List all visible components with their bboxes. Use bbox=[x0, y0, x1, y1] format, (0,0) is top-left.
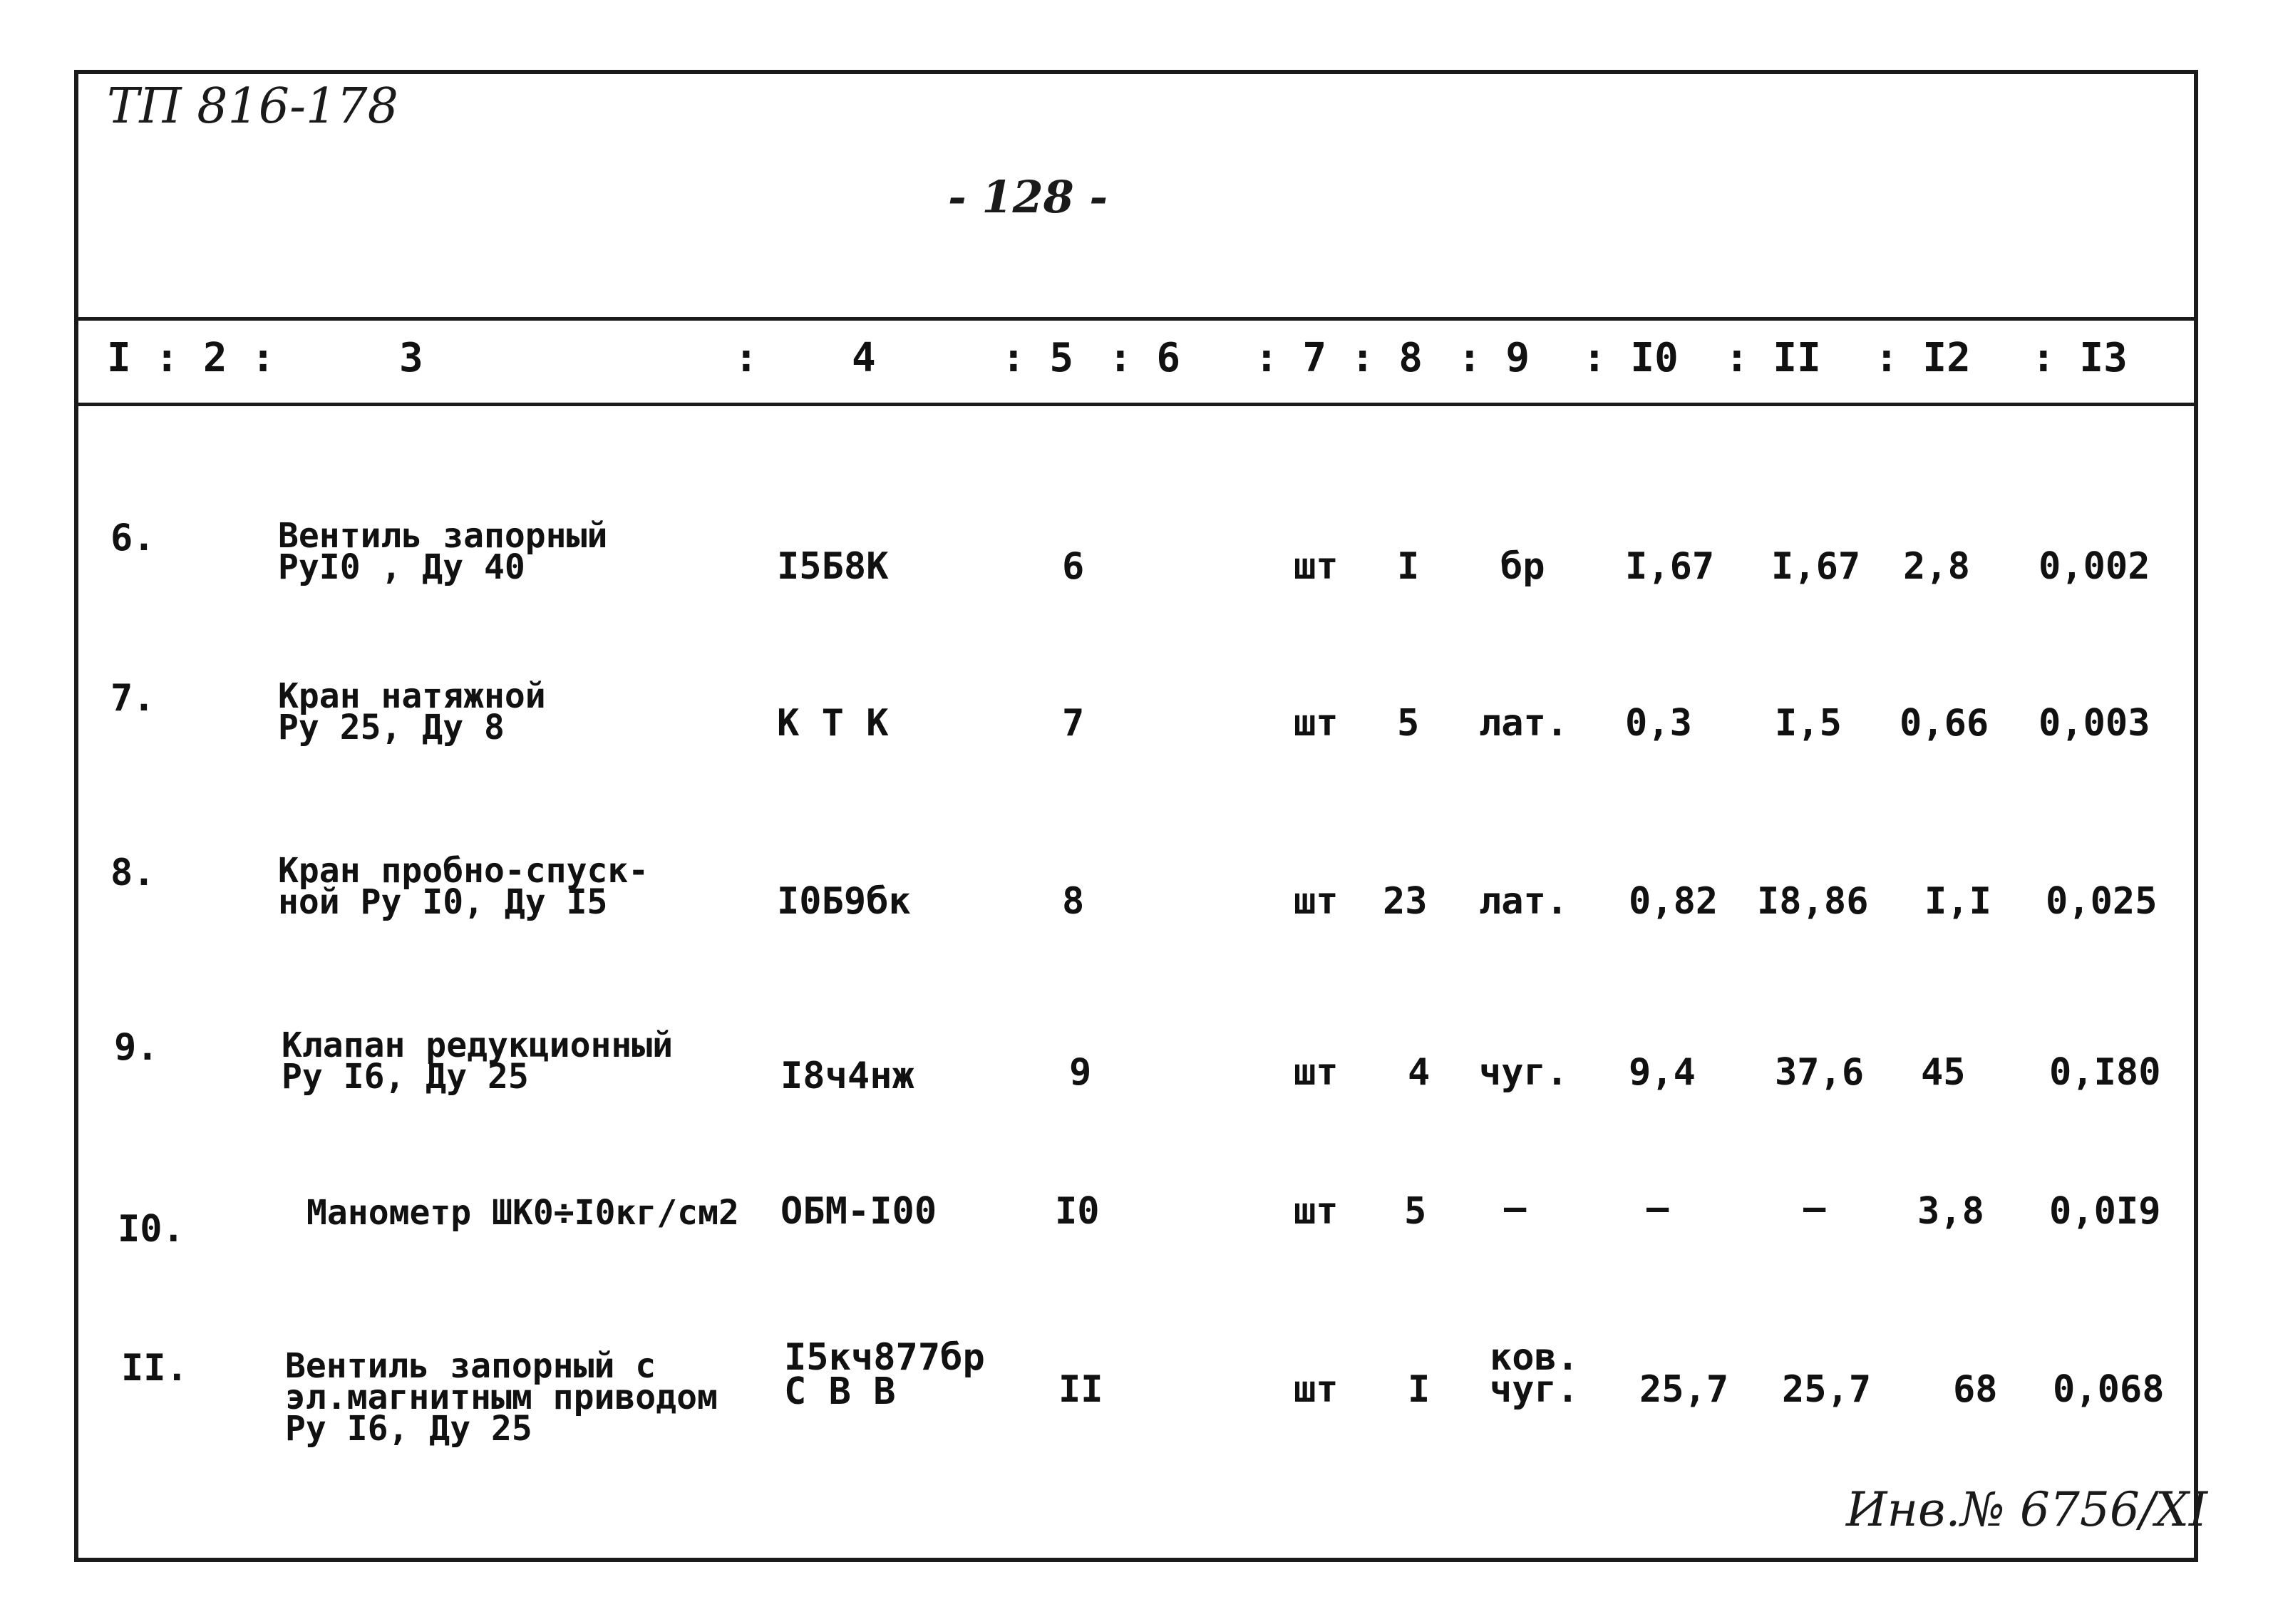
col-12-value: 68 bbox=[1953, 1368, 1998, 1411]
col-11-value: I,5 bbox=[1775, 702, 1842, 745]
item-mark: I8ч4нж bbox=[780, 1055, 914, 1097]
item-mark: К Т К bbox=[777, 702, 889, 745]
header-bottom-rule bbox=[78, 403, 2194, 406]
row-number: 9. bbox=[114, 1026, 159, 1069]
material: чуг. bbox=[1490, 1368, 1579, 1411]
item-name-line: ной Ру I0, Ду I5 bbox=[278, 882, 608, 922]
header-top-rule bbox=[78, 317, 2194, 321]
quantity: 4 bbox=[1408, 1051, 1431, 1094]
col-13-value: 0,002 bbox=[2039, 545, 2150, 588]
material: – bbox=[1504, 1186, 1527, 1229]
col-10-value: I,67 bbox=[1625, 545, 1715, 588]
item-name-line: Кран пробно-спуск- bbox=[278, 851, 649, 891]
material: ков. bbox=[1490, 1336, 1579, 1379]
unit: шт bbox=[1294, 702, 1339, 745]
item-name-line: Вентиль запорный с bbox=[285, 1346, 656, 1386]
header-col-5: : 5 bbox=[1001, 335, 1074, 381]
col-10-value: — bbox=[1646, 1186, 1669, 1229]
item-name-line: Манометр ШК0÷I0кг/см2 bbox=[306, 1193, 739, 1233]
col-11-value: I,67 bbox=[1771, 545, 1861, 588]
col-11-value: 25,7 bbox=[1782, 1368, 1872, 1411]
col-10-value: 0,82 bbox=[1629, 880, 1718, 923]
col-11-value: — bbox=[1803, 1186, 1826, 1229]
item-name-line: Вентиль запорный bbox=[278, 516, 608, 556]
unit: шт bbox=[1294, 1368, 1339, 1411]
page-number: - 128 - bbox=[948, 171, 1108, 223]
header-col-4: 4 bbox=[852, 335, 876, 381]
item-name-line: РуI0 , Ду 40 bbox=[278, 547, 525, 587]
unit: шт bbox=[1294, 545, 1339, 588]
col-11-value: 37,6 bbox=[1775, 1051, 1865, 1094]
col-12-value: I,I bbox=[1924, 880, 1991, 923]
header-col-10: : I0 bbox=[1582, 335, 1679, 381]
item-name-line: эл.магнитным приводом bbox=[285, 1377, 718, 1417]
header-col-11: : II bbox=[1725, 335, 1821, 381]
col-5-value: I0 bbox=[1055, 1190, 1100, 1233]
col-5-value: II bbox=[1058, 1368, 1103, 1411]
col-5-value: 8 bbox=[1062, 880, 1085, 923]
col-13-value: 0,003 bbox=[2039, 702, 2150, 745]
header-col-9: : 9 bbox=[1458, 335, 1530, 381]
col-10-value: 25,7 bbox=[1639, 1368, 1729, 1411]
col-13-value: 0,0I9 bbox=[2049, 1190, 2161, 1233]
item-name-line: Клапан редукционный bbox=[282, 1025, 674, 1065]
header-col-1-2: I : 2 : bbox=[107, 335, 276, 381]
quantity: 5 bbox=[1397, 702, 1420, 745]
row-number: 7. bbox=[110, 677, 155, 720]
item-mark: С В В bbox=[784, 1370, 896, 1413]
quantity: 5 bbox=[1404, 1190, 1427, 1233]
material: бр bbox=[1500, 545, 1545, 588]
material: лат. bbox=[1479, 880, 1569, 923]
col-10-value: 9,4 bbox=[1629, 1051, 1696, 1094]
item-mark: ОБМ-I00 bbox=[780, 1190, 937, 1233]
col-13-value: 0,068 bbox=[2053, 1368, 2165, 1411]
col-5-value: 7 bbox=[1062, 702, 1085, 745]
unit: шт bbox=[1294, 880, 1339, 923]
unit: шт bbox=[1294, 1051, 1339, 1094]
header-col-13: : I3 bbox=[2031, 335, 2128, 381]
inventory-number: Инв.№ 6756/XI bbox=[1846, 1482, 2208, 1537]
col-12-value: 3,8 bbox=[1917, 1190, 1984, 1233]
quantity: 23 bbox=[1383, 880, 1428, 923]
row-number: II. bbox=[121, 1347, 188, 1390]
col-12-value: 2,8 bbox=[1903, 545, 1970, 588]
item-name-line: Ру 25, Ду 8 bbox=[278, 708, 505, 748]
item-mark: I0Б9бк bbox=[777, 880, 911, 923]
col-5-value: 6 bbox=[1062, 545, 1085, 588]
quantity: I bbox=[1397, 545, 1420, 588]
header-col-12: : I2 bbox=[1875, 335, 1971, 381]
unit: шт bbox=[1294, 1190, 1339, 1233]
col-5-value: 9 bbox=[1069, 1051, 1092, 1094]
row-number: 8. bbox=[110, 852, 155, 894]
header-col-7-8: : 7 : 8 bbox=[1254, 335, 1423, 381]
header-col-3: 3 bbox=[399, 335, 423, 381]
page-frame bbox=[74, 70, 2198, 1562]
header-sep: : bbox=[734, 335, 758, 381]
col-11-value: I8,86 bbox=[1757, 880, 1869, 923]
item-mark: I5кч877бр bbox=[784, 1336, 985, 1379]
row-number: I0. bbox=[118, 1208, 185, 1251]
item-name-line: Ру I6, Ду 25 bbox=[282, 1057, 529, 1097]
row-number: 6. bbox=[110, 517, 155, 559]
col-13-value: 0,I80 bbox=[2049, 1051, 2161, 1094]
material: лат. bbox=[1479, 702, 1569, 745]
header-col-6: : 6 bbox=[1108, 335, 1181, 381]
col-12-value: 0,66 bbox=[1900, 702, 1989, 745]
col-12-value: 45 bbox=[1921, 1051, 1966, 1094]
col-13-value: 0,025 bbox=[2046, 880, 2158, 923]
item-name-line: Ру I6, Ду 25 bbox=[285, 1409, 532, 1449]
document-code: ТП 816-178 bbox=[107, 78, 398, 135]
quantity: I bbox=[1408, 1368, 1431, 1411]
material: чуг. bbox=[1479, 1051, 1569, 1094]
item-name-line: Кран натяжной bbox=[278, 676, 546, 716]
item-mark: I5Б8К bbox=[777, 545, 889, 588]
col-10-value: 0,3 bbox=[1625, 702, 1692, 745]
